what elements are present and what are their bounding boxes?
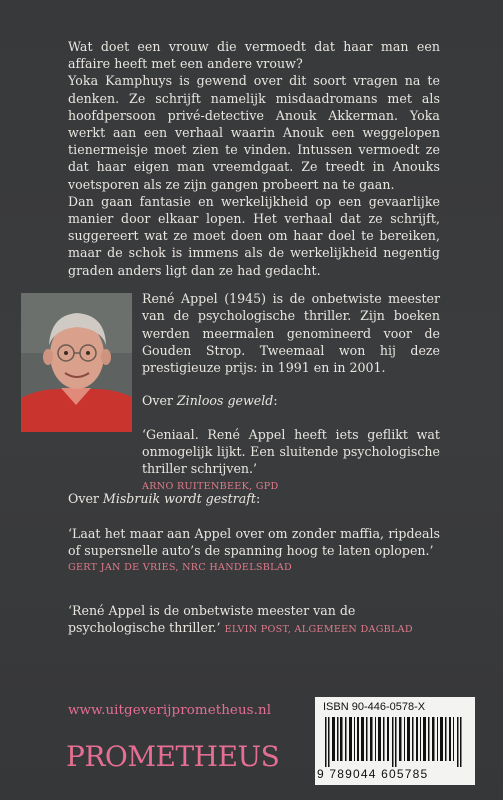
review-quote: ‘Laat het maar aan Appel over om zonder maffia, ripdeals of supersnelle auto’s de spanning hoog te laten oplopen.’ GERT JAN DE VRIES, NRC HANDELSBLAD xyxy=(68,525,440,577)
review-intro: Over Misbruik wordt gestraft: xyxy=(68,491,261,506)
review-source: ELVIN POST, ALGEMEEN DAGBLAD xyxy=(224,624,413,636)
review-source: GERT JAN DE VRIES, NRC HANDELSBLAD xyxy=(68,562,292,574)
ean-number: 9 789044 605785 xyxy=(317,767,429,781)
author-bio: René Appel (1945) is de onbetwiste meester van de psychologische thriller. Zijn boeken werden meermalen genomineerd voor de Gouden Strop. Tweemaal won hij deze prestigieuze prijs: in 1991 en in 2001. xyxy=(142,291,440,376)
final-quote: ‘René Appel is de onbetwiste meester van de psychologische thriller.’ ELVIN POST, ALGEMEEN DAGBLAD xyxy=(68,603,413,636)
book-title: Zinloos geweld xyxy=(176,393,274,408)
author-photo xyxy=(21,293,132,432)
book-title: Misbruik wordt gestraft xyxy=(102,491,256,506)
review-quote: ‘Geniaal. René Appel heeft iets geflikt wat onmogelijk lijkt. Een sluitende psychologische thriller schrijven.’ ARNO RUITENBEEK, GPD xyxy=(142,426,440,495)
publisher-logo: PROMETHEUS xyxy=(66,740,280,773)
review-source: ARNO RUITENBEEK, GPD xyxy=(142,480,279,492)
review-intro: Over Zinloos geweld: xyxy=(142,393,278,408)
blurb xyxy=(68,38,440,279)
publisher-url[interactable]: www.uitgeverijprometheus.nl xyxy=(68,703,272,718)
isbn-number: ISBN 90-446-0578-X xyxy=(323,701,426,713)
barcode-bars xyxy=(325,717,465,767)
blurb-paragraph: Wat doet een vrouw die vermoedt dat haar man een affaire heeft met een andere vrouw? xyxy=(68,39,440,72)
barcode xyxy=(315,697,475,785)
blurb-paragraph: Yoka Kamphuys is gewend over dit soort vragen na te denken. Ze schrijft namelijk misdaadromans met als hoofdpersoon privé-detective Anouk Akkerman. Yoka werkt aan een verhaal waarin Anouk een weggelopen tienermeisje moet zien te vinden. Intussen vermoedt ze dat haar eigen man vreemdgaat. Ze treedt in Anouks voetsporen als ze zijn gangen probeert na te gaan. xyxy=(68,73,440,192)
blurb-paragraph: Dan gaan fantasie en werkelijkheid op een gevaarlijke manier door elkaar lopen. Het verhaal dat ze schrijft, suggereert wat ze moet doen om haar doel te bereiken, maar de schok is immens als de werkelijkheid negentig graden anders ligt dan ze had gedacht. xyxy=(68,193,440,278)
